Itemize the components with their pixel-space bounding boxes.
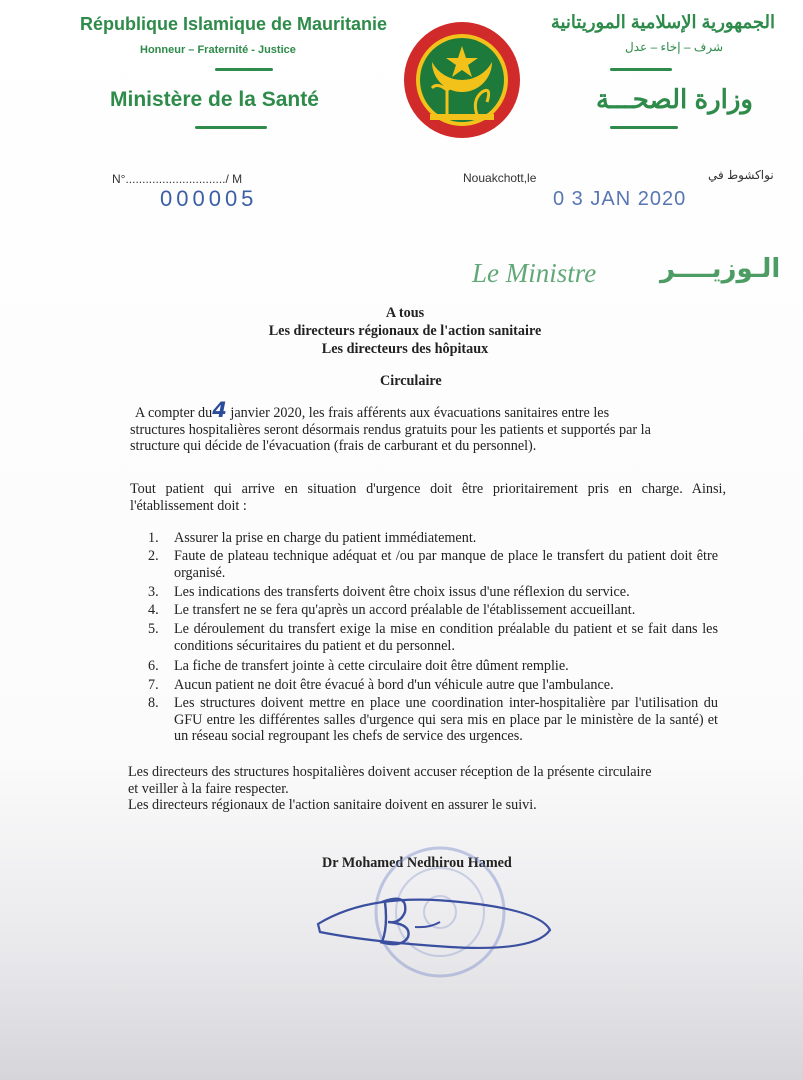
reference-number-line [112, 172, 242, 186]
intro-line-3: structure qui décide de l'évacuation (frais de carburant et du personnel). [130, 438, 537, 454]
list-item-text: Aucun patient ne doit être évacué à bord d'un véhicule autre que l'ambulance. [174, 677, 614, 693]
list-item-text: Les indications des transferts doivent être choix issus d'une réflexion du service. [174, 584, 630, 600]
list-item [148, 584, 718, 601]
handwritten-day: 4 [212, 398, 227, 422]
divider-fr-2 [195, 126, 267, 129]
list-item [148, 602, 718, 619]
document-subject: Circulaire [380, 373, 442, 389]
addressee-line: Les directeurs des hôpitaux [321, 341, 489, 357]
divider-ar-1 [610, 68, 672, 71]
list-item-number: 4. [148, 602, 159, 618]
intro-line-2: structures hospitalières seront désormais rendus gratuits pour les patients et supportés par la [130, 421, 651, 438]
list-item [148, 695, 718, 745]
intro-text-before-day: A compter du [135, 405, 213, 421]
addressee-block [240, 304, 570, 358]
closing-line-1: Les directeurs des structures hospitalières doivent accuser réception de la présente circulaire [128, 764, 652, 780]
country-name-ar: الجمهورية الإسلامية الموريتانية [550, 12, 775, 32]
signatory-title-fr: Le Ministre [472, 258, 597, 288]
addressee-line: A tous [385, 305, 425, 321]
closing-line-2: et veiller à la faire respecter. [128, 780, 289, 797]
urgency-paragraph [130, 481, 726, 514]
city-label-ar: نواكشوط في [708, 168, 774, 182]
list-item-number: 1. [148, 530, 159, 546]
country-name-fr: République Islamique de Mauritanie [80, 14, 388, 34]
official-stamp-and-signature [310, 832, 560, 982]
list-item-number: 2. [148, 548, 159, 564]
reference-dots: .............................. [125, 172, 226, 186]
motto-fr: Honneur – Fraternité - Justice [140, 44, 296, 56]
list-item-text: Le déroulement du transfert exige la mise en condition préalable du patient et se fait dans les conditions sécuritaires du patient et du personnel. [174, 621, 718, 654]
signatory-name: Dr Mohamed Nedhirou Hamed [322, 855, 512, 871]
list-item-number: 3. [148, 584, 159, 600]
list-item [148, 621, 718, 654]
intro-paragraph [130, 398, 730, 455]
reference-label: N° [112, 172, 126, 186]
urgency-line-2: l'établissement doit : [130, 497, 247, 514]
list-item-text: Faute de plateau technique adéquat et /ou par manque de place le transfert du patient doit être organisé. [174, 548, 718, 581]
list-item-number: 8. [148, 695, 159, 711]
signatory-title-ar: الـوزيــــر [660, 254, 781, 284]
list-item-number: 6. [148, 658, 159, 674]
list-item [148, 530, 718, 547]
city-label-fr: Nouakchott,le [463, 171, 537, 185]
list-item-text: La fiche de transfert jointe à cette circulaire doit être dûment remplie. [174, 658, 569, 674]
intro-text-after-day: janvier 2020, les frais afférents aux évacuations sanitaires entre les [226, 405, 610, 421]
list-item-number: 5. [148, 621, 159, 637]
intro-line-1 [130, 398, 730, 422]
addressee-line: Les directeurs régionaux de l'action sanitaire [268, 323, 542, 339]
ministry-name-ar: وزارة الصحـــة [595, 84, 753, 114]
urgency-line-1: Tout patient qui arrive en situation d'urgence doit être prioritairement pris en charge. Ainsi, [130, 481, 726, 497]
list-item-text: Les structures doivent mettre en place une coordination inter-hospitalière par l'utilisation du GFU entre les différentes salles d'urgence qui sera mis en place par le ministère de la santé) et un réseau social regroupant les chefs de service des urgences. [174, 695, 718, 744]
divider-fr-1 [215, 68, 273, 71]
ministry-name-fr: Ministère de la Santé [110, 88, 319, 111]
list-item [148, 677, 718, 694]
date-stamp: 0 3 JAN 2020 [553, 188, 687, 210]
list-item-text: Le transfert ne se fera qu'après un accord préalable de l'établissement accueillant. [174, 602, 636, 618]
national-emblem-seal [402, 20, 522, 140]
divider-ar-2 [610, 126, 678, 129]
list-item-text: Assurer la prise en charge du patient immédiatement. [174, 530, 477, 546]
closing-paragraph [128, 764, 728, 814]
motto-ar: شرف – إخاء – عدل [624, 40, 723, 54]
reference-number-stamp: 000005 [160, 186, 258, 211]
list-item-number: 7. [148, 677, 159, 693]
reference-suffix: / M [225, 172, 243, 186]
closing-line-3: Les directeurs régionaux de l'action sanitaire doivent en assurer le suivi. [128, 797, 537, 813]
list-item [148, 548, 718, 581]
list-item [148, 658, 718, 675]
